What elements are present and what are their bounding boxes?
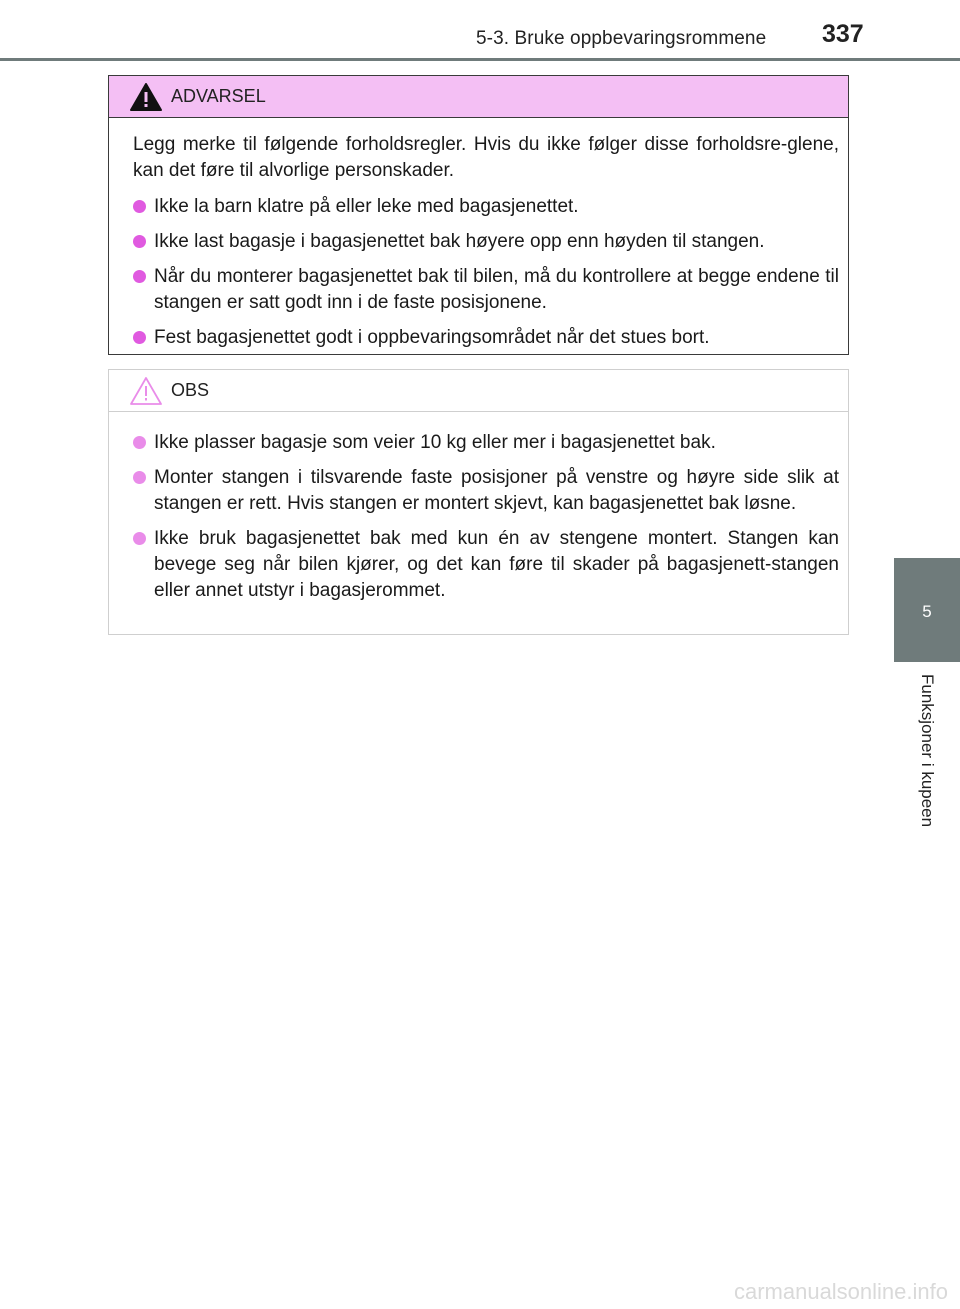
warning-box [108, 75, 849, 355]
notice-title: OBS [171, 380, 210, 400]
warning-item-text: Når du monterer bagasjenettet bak til bilen, må du kontrollere at begge endene til stangen er satt godt inn i de faste posisjonene. [154, 266, 839, 313]
caution-triangle-icon [129, 376, 163, 406]
warning-item [133, 264, 839, 316]
notice-item-text: Monter stangen i tilsvarende faste posisjoner på venstre og høyre side slik at stangen er rett. Hvis stangen er montert skjevt, kan bagasjenettet bak løsne. [154, 467, 839, 514]
page-number: 337 [822, 20, 864, 48]
warning-item [133, 229, 839, 255]
warning-item-text: Ikke la barn klatre på eller leke med bagasjenettet. [154, 196, 579, 217]
notice-box [108, 369, 849, 635]
bullet-icon [133, 200, 146, 213]
warning-item-text: Ikke last bagasje i bagasjenettet bak høyere opp enn høyden til stangen. [154, 231, 765, 252]
notice-item [133, 526, 839, 604]
warning-item-text: Fest bagasjenettet godt i oppbevaringsområdet når det stues bort. [154, 327, 710, 348]
watermark: carmanualsonline.info [733, 1279, 948, 1304]
bullet-icon [133, 471, 146, 484]
bullet-icon [133, 436, 146, 449]
warning-title: ADVARSEL [171, 86, 266, 106]
bullet-icon [133, 235, 146, 248]
notice-item [133, 430, 839, 456]
chapter-label: Funksjoner i kupeen [918, 674, 937, 828]
bullet-icon [133, 331, 146, 344]
warning-body [109, 118, 848, 351]
section-title: 5-3. Bruke oppbevaringsrommene [476, 28, 767, 49]
warning-header [109, 76, 848, 118]
chapter-number: 5 [922, 602, 932, 621]
notice-item-text: Ikke bruk bagasjenettet bak med kun én av stengene montert. Stangen kan bevege seg når bilen kjører, og det kan føre til skader på bagasjenett-stangen eller annet utstyr i bagasjerommet. [154, 528, 839, 601]
warning-intro: Legg merke til følgende forholdsregler. Hvis du ikke følger disse forholdsre-glene, kan det føre til alvorlige personskader. [133, 134, 839, 181]
warning-item [133, 325, 839, 351]
warning-triangle-icon [129, 82, 163, 112]
notice-item-text: Ikke plasser bagasje som veier 10 kg eller mer i bagasjenettet bak. [154, 432, 716, 453]
notice-item [133, 465, 839, 517]
header-rule [0, 58, 960, 61]
chapter-tab [894, 558, 960, 662]
bullet-icon [133, 270, 146, 283]
warning-item [133, 194, 839, 220]
notice-header [109, 370, 848, 412]
bullet-icon [133, 532, 146, 545]
notice-body [109, 412, 848, 604]
chapter-label-container [894, 662, 960, 862]
